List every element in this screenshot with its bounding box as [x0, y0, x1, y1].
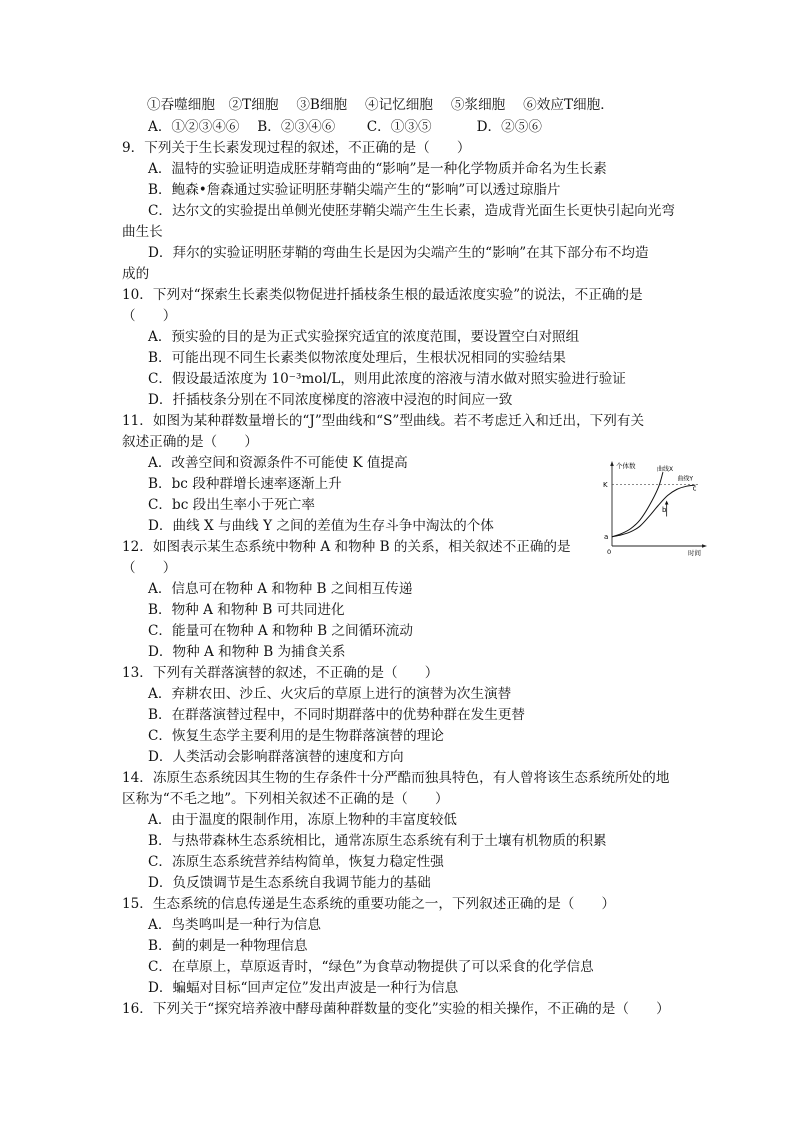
q8-options: A．①②③④⑥ B．②③④⑥ C．①③⑤ D．②⑤⑥ — [148, 119, 542, 135]
q15-option-b: B．蓟的刺是一种物理信息 — [148, 938, 308, 954]
q10-stem-line2: （ ） — [122, 308, 177, 324]
q9-option-a: A．温特的实验证明造成胚芽鞘弯曲的“影响”是一种化学物质并命名为生长素 — [148, 161, 607, 177]
q13-option-a: A．弃耕农田、沙丘、火灾后的草原上进行的演替为次生演替 — [148, 686, 512, 702]
q13-option-d: D．人类活动会影响群落演替的速度和方向 — [148, 749, 404, 765]
q10-option-b: B．可能出现不同生长素类似物浓度处理后，生根状况相同的实验结果 — [148, 350, 566, 366]
curve-y-line — [612, 485, 695, 537]
b-arrow-head — [665, 500, 669, 504]
q13-option-c: C．恢复生态学主要利用的是生物群落演替的理论 — [148, 728, 444, 744]
q10-option-d: D．扦插枝条分别在不同浓度梯度的溶液中浸泡的时间应一致 — [148, 392, 513, 408]
q12-stem-line2: （ ） — [122, 560, 177, 576]
q9-option-d-line1: D．拜尔的实验证明胚芽鞘的弯曲生长是因为尖端产生的“影响”在其下部分布不均造 — [148, 245, 649, 261]
q9-option-d-line2: 成的 — [122, 266, 150, 282]
q11-option-d: D．曲线 X 与曲线 Y 之间的差值为生存斗争中淘汰的个体 — [148, 518, 494, 534]
q12-stem-line1: 12．如图表示某生态系统中物种 A 和物种 B 的关系，相关叙述不正确的是 — [122, 539, 571, 555]
q15-option-a: A．鸟类鸣叫是一种行为信息 — [148, 917, 321, 933]
q10-option-a: A．预实验的目的是为正式实验探究适宜的浓度范围，要设置空白对照组 — [148, 329, 580, 345]
q8-items: ①吞噬细胞 ②T细胞 ③B细胞 ④记忆细胞 ⑤浆细胞 ⑥效应T细胞． — [147, 97, 614, 113]
q10-stem-line1: 10．下列对“探索生长素类似物促进扦插枝条生根的最适浓度实验”的说法，不正确的是 — [122, 287, 643, 303]
q11-option-a: A．改善空间和资源条件不可能使 K 值提高 — [148, 455, 408, 471]
q13-stem: 13．下列有关群落演替的叙述，不正确的是（ ） — [122, 665, 439, 681]
point-label-b: b — [662, 506, 667, 515]
curve-x-label: 曲线X — [656, 466, 674, 474]
y-axis-label: 个体数 — [616, 462, 636, 470]
point-label-c: c — [692, 484, 697, 493]
k-label: K — [603, 480, 608, 489]
origin-label: 0 — [607, 548, 612, 556]
population-growth-chart — [600, 458, 708, 558]
q14-stem-line2: 区称为“不毛之地”。下列相关叙述不正确的是（ ） — [122, 791, 449, 807]
q14-option-c: C．冻原生态系统营养结构简单，恢复力稳定性强 — [148, 854, 444, 870]
q9-option-b: B．鲍森•詹森通过实验证明胚芽鞘尖端产生的“影响”可以透过琼脂片 — [148, 182, 561, 198]
q14-option-d: D．负反馈调节是生态系统自我调节能力的基础 — [148, 875, 431, 891]
q13-option-b: B．在群落演替过程中，不同时期群落中的优势种群在发生更替 — [148, 707, 526, 723]
q9-option-c-line1: C．达尔文的实验提出单侧光使胚芽鞘尖端产生生长素，造成背光面生长更快引起向光弯 — [148, 203, 675, 219]
x-axis-label: 时间 — [688, 549, 701, 557]
q11-option-c: C．bc 段出生率小于死亡率 — [148, 497, 315, 513]
q11-stem-line1: 11．如图为某种群数量增长的“J”型曲线和“S”型曲线。若不考虑迁入和迁出，下列有关 — [122, 413, 645, 429]
curve-x-line — [612, 472, 663, 537]
x-axis-arrow — [702, 544, 707, 548]
q16-stem: 16．下列关于“探究培养液中酵母菌种群数量的变化”实验的相关操作，不正确的是（ ） — [122, 1001, 670, 1017]
q15-option-d: D．蝙蝠对目标“回声定位”发出声波是一种行为信息 — [148, 980, 459, 996]
q12-option-b: B．物种 A 和物种 B 可共同进化 — [148, 602, 345, 618]
q12-option-a: A．信息可在物种 A 和物种 B 之间相互传递 — [148, 581, 413, 597]
curve-y-label: 曲线Y — [677, 475, 694, 483]
q12-option-c: C．能量可在物种 A 和物种 B 之间循环流动 — [148, 623, 413, 639]
q11-option-b: B．bc 段种群增长速率逐渐上升 — [148, 476, 342, 492]
q15-stem: 15．生态系统的信息传递是生态系统的重要功能之一，下列叙述正确的是（ ） — [122, 896, 616, 912]
q12-option-d: D．物种 A 和物种 B 为捕食关系 — [148, 644, 346, 660]
q9-stem: 9．下列关于生长素发现过程的叙述，不正确的是（ ） — [122, 140, 471, 156]
q10-option-c: C．假设最适浓度为 10⁻³mol/L，则用此浓度的溶液与清水做对照实验进行验证 — [148, 371, 626, 387]
point-label-a: a — [604, 532, 609, 541]
q14-option-b: B．与热带森林生态系统相比，通常冻原生态系统有利于土壤有机物质的积累 — [148, 833, 607, 849]
q14-stem-line1: 14．冻原生态系统因其生物的生存条件十分严酷而独具特色，有人曾将该生态系统所处的地 — [122, 770, 670, 786]
q9-option-c-line2: 曲生长 — [122, 224, 163, 240]
y-axis-arrow — [610, 461, 614, 466]
q15-option-c: C．在草原上，草原返青时，“绿色”为食草动物提供了可以采食的化学信息 — [148, 959, 594, 975]
q11-stem-line2: 叙述正确的是（ ） — [122, 434, 258, 450]
q14-option-a: A．由于温度的限制作用，冻原上物种的丰富度较低 — [148, 812, 457, 828]
